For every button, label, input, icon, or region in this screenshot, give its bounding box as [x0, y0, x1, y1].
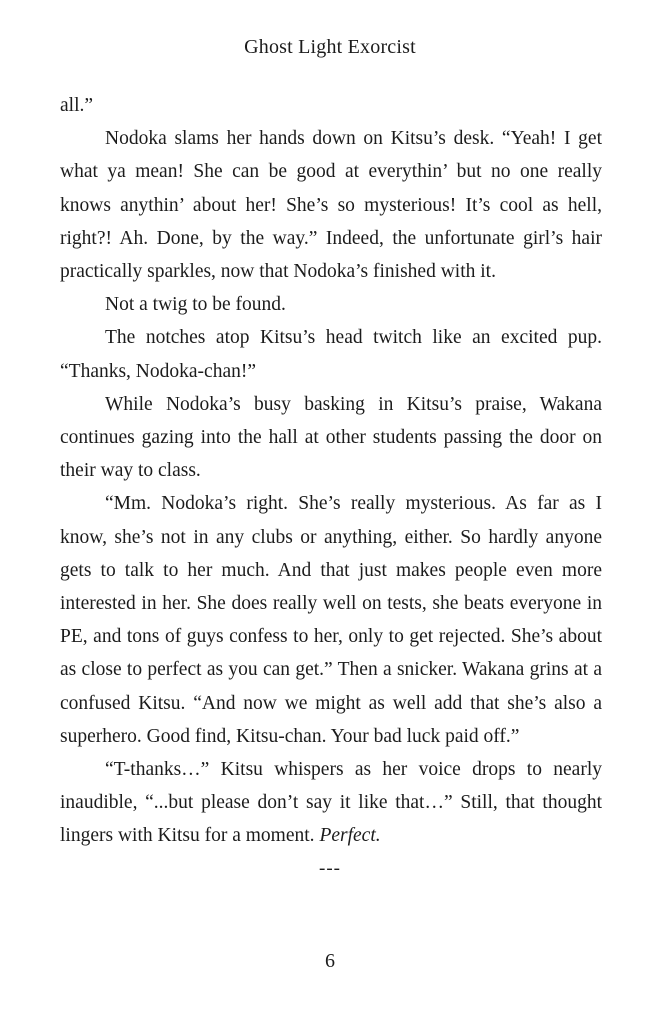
paragraph: [60, 753, 602, 853]
paragraph: Not a twig to be found.: [105, 294, 286, 316]
scene-break: ---: [319, 858, 341, 879]
paragraph: Nodoka slams her hands down on Kitsu’s desk. “Yeah! I get what ya mean! She can be good at everythin’ but no one really knows anythin’ about her! She’s so mysterious! It’s cool as hell, right?! Ah. Done, by the way.” Indeed, the unfortunate girl’s hair practically sparkles, now that Nodoka’s finished with it.: [60, 128, 602, 283]
page-number: 6: [325, 950, 335, 972]
paragraph: The notches atop Kitsu’s head twitch like an excited pup. “Thanks, Nodoka-chan!”: [60, 327, 602, 382]
paragraph: “Mm. Nodoka’s right. She’s really mysterious. As far as I know, she’s not in any clubs or anything, either. So hardly anyone gets to talk to her much. And that just makes people even more interested in her. She does really well on tests, she beats everyone in PE, and tons of guys confess to her, only to get rejected. She’s about as close to perfect as you can get.” Then a snicker. Wakana grins at a confused Kitsu. “And now we might as well add that she’s also a superhero. Good find, Kitsu-chan. Your bad luck paid off.”: [60, 493, 602, 747]
body-text: [60, 89, 602, 853]
italic-emphasis: Perfect.: [319, 825, 381, 847]
paragraph-text: “T-thanks…” Kitsu whispers as her voice drops to nearly inaudible, “...but please don’t say it like that…” Still, that thought lingers with Kitsu for a moment.: [60, 759, 602, 847]
paragraph: While Nodoka’s busy basking in Kitsu’s praise, Wakana continues gazing into the hall at other students passing the door on their way to class.: [60, 393, 602, 482]
running-head-title: Ghost Light Exorcist: [244, 36, 416, 58]
paragraph-continuation: all.”: [60, 95, 94, 116]
